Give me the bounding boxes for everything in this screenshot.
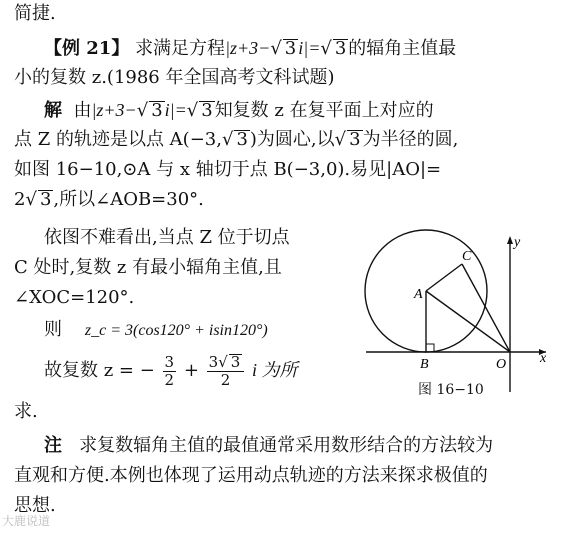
body-line-10: 求. (14, 401, 38, 422)
body-line-7: ∠XOC=120°. (14, 287, 135, 308)
example-eq-lhs-a: |z+3− (225, 38, 271, 58)
solution-l4-rad: 3 (39, 189, 52, 210)
label-A: A (414, 287, 423, 302)
fraction-2-num: 3√ 3 (207, 354, 245, 372)
sqrt-sign: √ (25, 189, 37, 210)
body-l8a: 则 (44, 319, 62, 340)
body-l9b: i 为所 (252, 360, 298, 380)
body-line-6: C 处时,复数 z 有最小辐角主值,且 (14, 257, 282, 278)
solution-l2a: 点 Z 的轨迹是以点 A(−3, (14, 129, 222, 150)
figure-caption: 图 16−10 (418, 382, 484, 398)
body-l8b: z_c = 3(cos120° + isin120°) (84, 322, 268, 339)
right-angle-mark (426, 344, 434, 352)
example-eq-rhs-rad: 3 (334, 38, 347, 59)
sqrt-sign: √ (221, 129, 234, 150)
segment-AO (426, 291, 510, 352)
label-B: B (420, 357, 429, 372)
fraction-1-den: 2 (164, 370, 175, 389)
solution-text-2: 知复数 z 在复平面上对应的 (214, 100, 434, 121)
solution-eq-a: |z+3− (91, 100, 137, 120)
body-line-5: 依图不难看出,当点 Z 位于切点 (44, 227, 290, 248)
solution-l2-rad: 3 (236, 129, 248, 150)
label-O: O (496, 357, 507, 372)
sqrt-sign: √ (136, 100, 149, 121)
plus-sign: + (183, 360, 199, 381)
body-line-9 (44, 352, 298, 389)
example-text-2: 的辐角主值最 (348, 38, 457, 59)
solution-line-3: 如图 16−10,⊙A 与 x 轴切于点 B(−3,0).易见|AO|= (14, 159, 442, 180)
solution-line-2 (14, 128, 458, 152)
solution-eq-rad: 3 (151, 100, 163, 121)
fraction-2 (207, 354, 245, 389)
solution-l2-rad2: 3 (349, 129, 361, 150)
watermark: 大鹿说道 (2, 514, 51, 528)
solution-line-1 (44, 98, 434, 123)
solution-l4a: 2 (14, 189, 26, 210)
note-text-1: 求复数辐角主值的最值通常采用数形结合的方法较为 (79, 435, 494, 456)
solution-l4b: ,所以∠AOB=30°. (53, 189, 204, 210)
solution-line-4 (14, 188, 204, 212)
fraction-2-num-a: 3 (208, 352, 219, 371)
figure-16-10 (362, 228, 562, 398)
note-line-1 (44, 434, 493, 458)
solution-eq-b: i|= (164, 100, 187, 120)
solution-text-1: 由 (73, 100, 92, 121)
note-line-3: 思想. (14, 495, 56, 516)
sqrt-sign: √ (320, 38, 332, 59)
y-axis-arrow-icon (507, 236, 513, 244)
solution-l2b: )为圆心,以 (249, 129, 335, 150)
note-line-2: 直观和方便.本例也体现了运用动点轨迹的方法来探求极值的 (14, 465, 488, 486)
example-line-2: 小的复数 z.(1986 年全国高考文科试题) (14, 67, 335, 88)
segment-AC (426, 264, 462, 291)
label-y: y (514, 235, 521, 250)
solution-label: 解 (44, 100, 62, 121)
solution-eq-rhs-rad: 3 (201, 100, 213, 121)
example-label: 【例 21】 (44, 38, 130, 59)
fraction-2-num-rad: 3 (230, 352, 241, 371)
label-x: x (540, 351, 547, 366)
example-line-1 (44, 36, 456, 61)
note-label: 注 (44, 435, 62, 456)
sqrt-sign: √ (186, 100, 199, 121)
fraction-2-den: 2 (220, 370, 231, 389)
fraction-1 (163, 354, 177, 389)
fraction-1-num: 3 (164, 352, 175, 371)
label-C: C (462, 249, 472, 264)
sqrt-sign: √ (270, 38, 282, 59)
solution-l2c: 为半径的圆, (362, 129, 459, 150)
body-line-8 (44, 318, 268, 343)
example-text-1: 求满足方程 (135, 38, 226, 59)
example-eq-rad: 3 (284, 38, 297, 59)
example-eq-lhs-b: i|= (298, 38, 321, 58)
body-l9a: 故复数 z = − (44, 360, 155, 381)
sqrt-sign: √ (334, 129, 347, 150)
text-line-0: 简捷. (14, 3, 56, 24)
